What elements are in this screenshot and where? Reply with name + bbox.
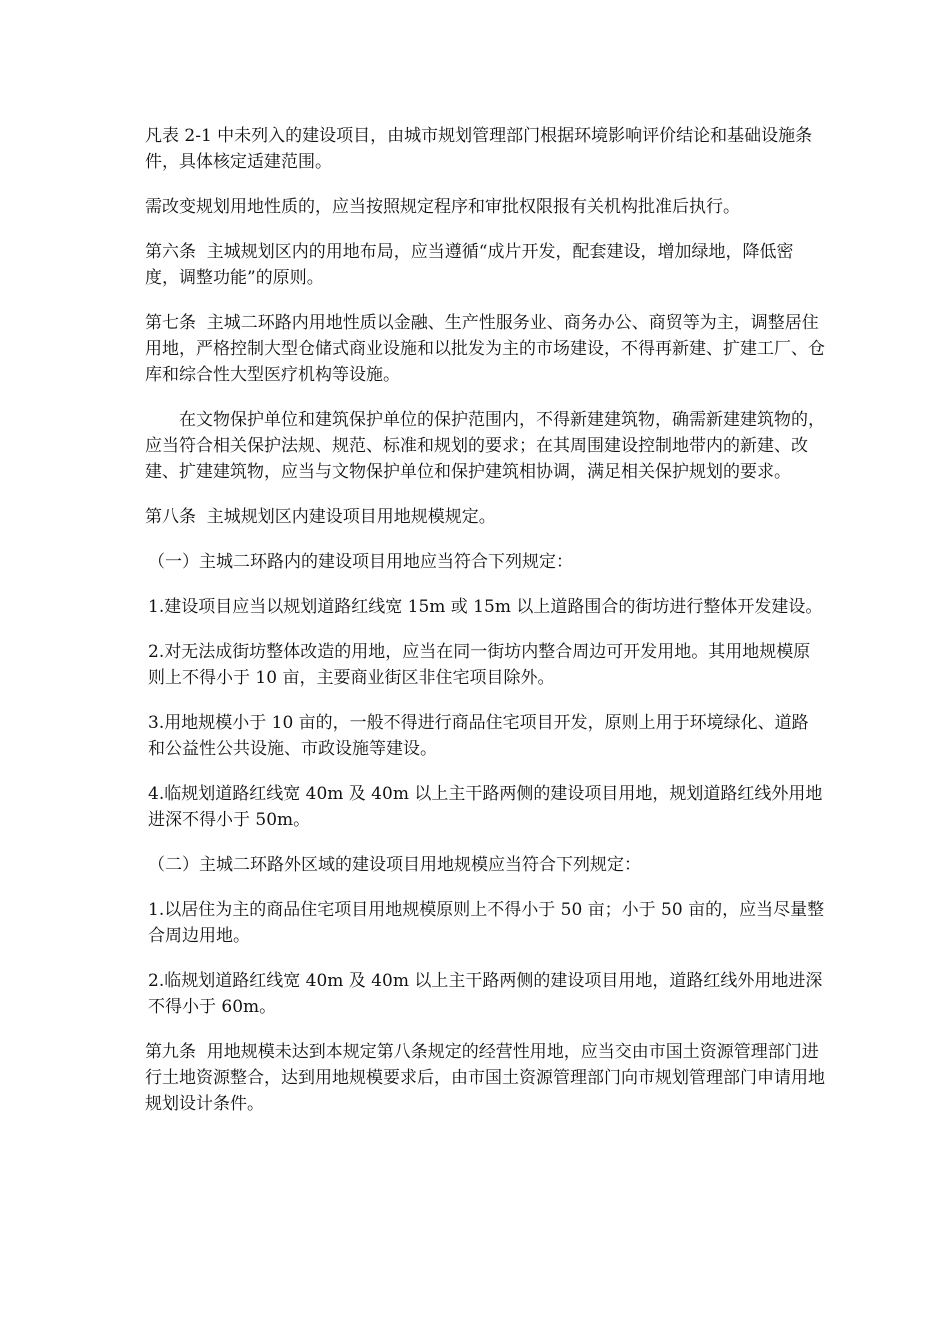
section-8-2-heading: （二）主城二环路外区域的建设项目用地规模应当符合下列规定： (148, 855, 641, 875)
paragraph-heritage-protection: 在文物保护单位和建筑保护单位的保护范围内，不得新建建筑物，确需新建建筑物的，应当符合相关保护法规、规范、标准和规划的要求；在其周围建设控制地带内的新建、改建、扩建建筑物，应当与文物保护单位和保护建筑相协调，满足相关保护规划的要求。 (145, 410, 825, 482)
paragraph-unlisted-projects: 凡表 2-1 中未列入的建设项目，由城市规划管理部门根据环境影响评价结论和基础设施条件，具体核定适建范围。 (145, 126, 813, 172)
article-9: 第九条 用地规模未达到本规定第八条规定的经营性用地，应当交由市国土资源管理部门进行土地资源整合，达到用地规模要求后，由市国土资源管理部门向市规划管理部门申请用地规划设计条件。 (145, 1042, 825, 1114)
section-8-1-item-2: 2.对无法成街坊整体改造的用地，应当在同一街坊内整合周边可开发用地。其用地规模原则上不得小于 10 亩，主要商业街区非住宅项目除外。 (148, 642, 811, 688)
article-8: 第八条 主城规划区内建设项目用地规模规定。 (145, 507, 496, 527)
paragraph-land-use-change: 需改变规划用地性质的，应当按照规定程序和审批权限报有关机构批准后执行。 (145, 197, 740, 217)
section-8-1-item-1: 1.建设项目应当以规划道路红线宽 15m 或 15m 以上道路围合的街坊进行整体开发建设。 (148, 597, 823, 617)
section-8-2-item-2: 2.临规划道路红线宽 40m 及 40m 以上主干路两侧的建设项目用地，道路红线外用地进深不得小于 60m。 (148, 971, 823, 1017)
document-body (145, 123, 825, 1136)
section-8-2-item-1: 1.以居住为主的商品住宅项目用地规模原则上不得小于 50 亩；小于 50 亩的，应当尽量整合周边用地。 (148, 900, 825, 946)
article-6: 第六条 主城规划区内的用地布局，应当遵循“成片开发，配套建设，增加绿地，降低密度，调整功能”的原则。 (145, 242, 794, 288)
section-8-1-item-4: 4.临规划道路红线宽 40m 及 40m 以上主干路两侧的建设项目用地，规划道路红线外用地进深不得小于 50m。 (148, 784, 823, 830)
section-8-1-heading: （一）主城二环路内的建设项目用地应当符合下列规定： (148, 552, 573, 572)
article-7: 第七条 主城二环路内用地性质以金融、生产性服务业、商务办公、商贸等为主，调整居住用地，严格控制大型仓储式商业设施和以批发为主的市场建设，不得再新建、扩建工厂、仓库和综合性大型医疗机构等设施。 (145, 313, 825, 385)
section-8-1-item-3: 3.用地规模小于 10 亩的，一般不得进行商品住宅项目开发，原则上用于环境绿化、道路和公益性公共设施、市政设施等建设。 (148, 713, 809, 759)
